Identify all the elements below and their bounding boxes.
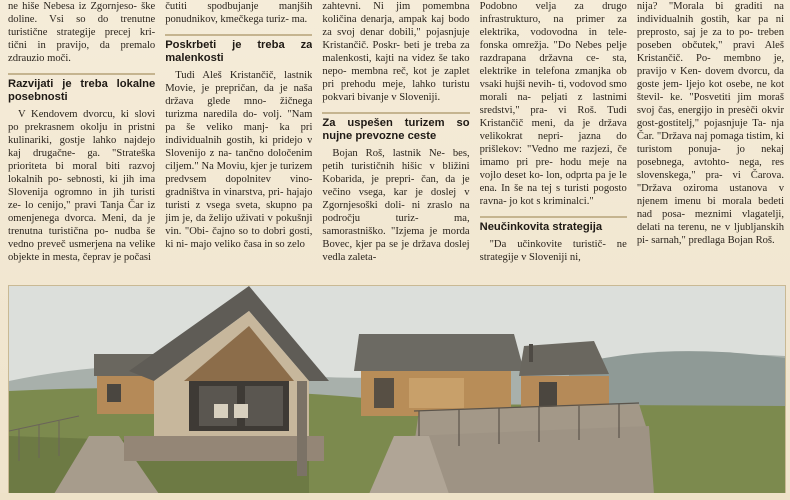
paragraph: čutiti spodbujanje manjših ponudnikov, kmečkega turiz- ma. [165, 1, 313, 26]
paragraph: Podobno velja za drugo infrastrukturo, na primer za elektrika, vodovodna in tele- fonska omrežja. "Do Nebes pelje razdrapana državna ce- sta, elektrike in telefona zmanjka ob vsaki hujši nevih- ti, vodovod smo morali na- peljati z lastnimi sredstvi," pra- vi Roš. Tudi Kristančič meni, da je država velikokrat nepri- jazna do prišlekov: "Vedno me razjezi, če imamo pri pre- hodu meje na vojlo deset ko- lon, odprta pa je le ena. In še na tej s turisti pogosto ravna- jo kot s kriminalci." [479, 1, 627, 208]
article-column [322, 0, 469, 283]
paragraph: nija? "Morala bi graditi na individualnih gostih, kar pa ni preprosto, saj je za to po- treben poseben občutek," pravi Aleš Kristančič. Po- membno je, pravijo v Ken- dovem dvorcu, da goste jem- ljejo kot osebe, ne kot števil- ke. "Posvetiti jim moraš svoj čas, energijo in presèči okvir gost-gostitelj," pojasnjuje Ta- nja Čar. "Država naj pomaga tistim, ki turistom ponuja- jo nekaj posebnega, avtohto- nega, res slovenskega," pra- vi Čarova. "Država oziroma ustanova v njenem imenu bi morala bedeti nad posa- meznimi vlagatelji, delati na terenu, ne v ljubljanskih pi- sarnah," predlaga Bojan Roš. [636, 1, 784, 247]
paragraph: zahtevni. Ni jim pomembna količina denarja, ampak kaj bodo za svoj denar dobili," pojasnjuje Kristančič. Poskr- beti je treba za malenkosti, kajti na videz še tako nepo- membna reč, kot je zaplet pri prehodu meje, lahko turistu pokvari bivanje v Sloveniji. [322, 1, 470, 104]
paragraph: Bojan Roš, lastnik Ne- bes, petih turističnih hišic v bližini Kobarida, je prepri- čan, da je večino vsega, kar je doslej v Zgornjesoški doli- ni zraslo na področju turiz- ma, samorastniško. "Izjema je morda Bovec, kjer pa se je država doslej vedla zaleta- [322, 147, 470, 263]
article-column [8, 0, 155, 283]
paragraph: Tudi Aleš Kristančič, lastnik Movie, je prepričan, da je naša država glede mno- žičnega turizma naredila do- volj. "Nam pa še veliko manj- ka pri individualnih gostih, ki pridejo v Slovenijo z na- tančno določenim ciljem." Na Moviu, kjer je turizem predvsem dopolnitev vino- gradništva in vinarstva, pri- hajajo turisti z vsega sveta, skupno pa jim je, da želijo uživati v pokušnji vin. "Obi- čajno so to dobri gosti, ki ni- majo veliko časa in so zelo [165, 69, 313, 250]
cabins-photo-illustration [9, 286, 785, 494]
subheading: Razvijati je treba lokalne posebnosti [8, 73, 155, 104]
subheading: Neučinkovita strategija [480, 216, 627, 234]
cabins-photo [8, 285, 786, 495]
article-column [165, 0, 312, 283]
paragraph: ne hiše Nebesa iz Zgornjeso- ške doline. Vsi so do trenutne turistične strategije precej kri- tični in pravijo, da premalo zdrauzio moči. [8, 1, 156, 65]
chair [214, 404, 228, 418]
subheading: Za uspešen turizem so nujne prevozne ceste [322, 112, 469, 143]
subheading: Poskrbeti je treba za malenkosti [165, 34, 312, 65]
paragraph: V Kendovem dvorcu, ki slovi po prekrasnem okolju in pristni kulinariki, gostje lahko najdejo kaj drugačne- ga. "Strateška prioriteta bi moral biti razvoj lokalnih po- sebnosti, ki jih ima Slovenija ogromno in jih turisti ze- lo cenijo," pravi Tanja Čar iz omenjenega dvorca. Meni, da je trenutna turistična po- nudba še vedno preveč usmerjena na velike objekte in mesta, čeprav je počasi [8, 108, 156, 263]
article-columns [8, 0, 784, 283]
paragraph: "Da učinkovite turistič- ne strategije v Sloveniji ni, [479, 239, 627, 264]
cabin-right-1 [354, 334, 524, 416]
page-bottom-strip [0, 493, 790, 500]
chair [234, 404, 248, 418]
article-column [480, 0, 627, 283]
article-column [637, 0, 784, 283]
